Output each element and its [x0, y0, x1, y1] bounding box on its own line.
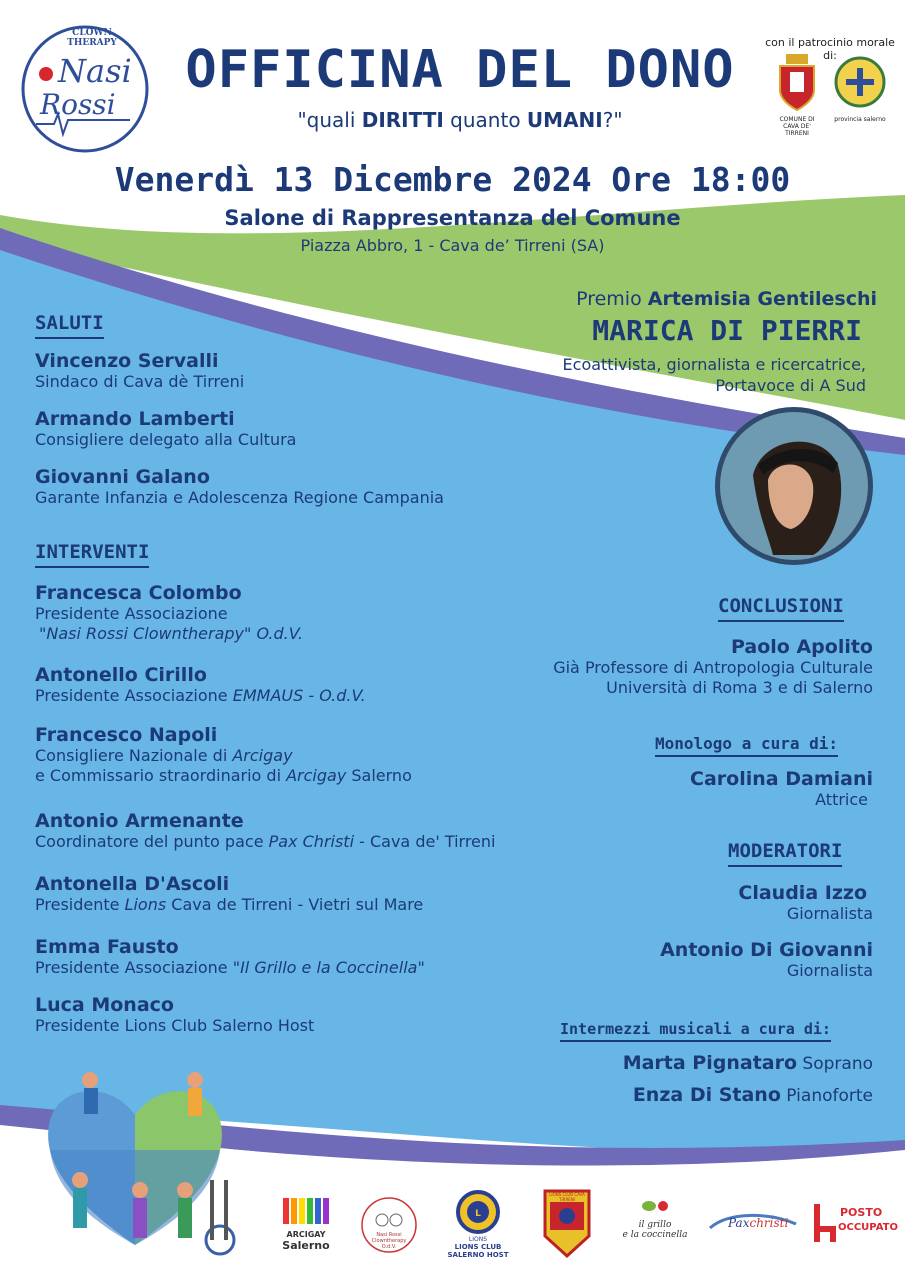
interventi-item	[35, 724, 555, 786]
sponsor-grillo	[616, 1196, 694, 1246]
patronage-label: con il patrocinio morale di:	[765, 36, 895, 62]
role-italic: Pax Christi	[268, 832, 355, 851]
person-name: Francesca Colombo	[35, 582, 242, 604]
person-role: Università di Roma 3 e di Salerno	[606, 678, 873, 697]
pax-christi-label	[728, 1216, 788, 1230]
person-name: Carolina Damiani	[690, 768, 873, 790]
nasi-rossi-name-1: Nasi	[58, 52, 132, 90]
moderatori-item	[560, 882, 873, 924]
patronage-caption-provincia: provincia salerno	[834, 116, 886, 123]
interventi-item	[35, 664, 555, 706]
award-title: Artemisia Gentileschi	[647, 288, 877, 310]
portrait-photo-icon	[713, 405, 875, 567]
monologo-item	[560, 768, 873, 810]
grillo-label-2: e la coccinella	[622, 1230, 688, 1240]
posto-label-2: OCCUPATO	[838, 1222, 898, 1233]
person-name: Emma Fausto	[35, 936, 179, 958]
role-text: Salerno	[346, 766, 412, 785]
person-role: Attrice	[815, 790, 868, 809]
posto-label-1: POSTO	[840, 1206, 883, 1219]
grillo-icon	[635, 1196, 675, 1216]
heart-puzzle-icon	[10, 1040, 260, 1260]
award-description	[500, 354, 866, 396]
person-name: Antonio Armenante	[35, 810, 244, 832]
pax-label: Pax	[728, 1216, 750, 1230]
event-address: Piazza Abbro, 1 - Cava de’ Tirreni (SA)	[300, 236, 605, 255]
person-role: Consigliere delegato alla Cultura	[35, 430, 297, 449]
musica-heading: Intermezzi musicali a cura di:	[560, 1020, 831, 1042]
event-venue: Salone di Rappresentanza del Comune	[224, 206, 681, 230]
person-role	[35, 686, 555, 706]
role-italic: EMMAUS - O.d.V.	[232, 686, 366, 705]
interventi-item	[35, 810, 575, 852]
sponsor-pax-christi	[708, 1210, 798, 1240]
musica-item	[520, 1052, 873, 1074]
person-name: Marta Pignataro	[622, 1052, 798, 1074]
posto-occupato-chair-icon	[806, 1200, 842, 1244]
role-text: e Commissario straordinario di	[35, 766, 287, 785]
subtitle-bold-2: UMANI	[526, 108, 603, 132]
interventi-heading: INTERVENTI	[35, 541, 149, 568]
interventi-item	[35, 873, 555, 915]
svg-text:L: L	[475, 1209, 481, 1219]
award-winner: MARICA DI PIERRI	[592, 314, 862, 347]
heart-puzzle-illustration	[10, 1040, 260, 1260]
interventi-item	[35, 936, 555, 978]
lions-label-1: LIONS CLUB	[454, 1243, 502, 1251]
person-role: Già Professore di Antropologia Culturale	[553, 658, 873, 677]
person-role	[35, 895, 555, 915]
saluti-item	[35, 408, 515, 450]
award-desc-line-1: Ecoattivista, giornalista e ricercatrice,	[562, 355, 866, 374]
arcigay-icon	[281, 1196, 331, 1226]
page-subtitle	[160, 108, 760, 132]
person-name: Luca Monaco	[35, 994, 174, 1016]
subtitle-mid: quanto	[443, 108, 527, 132]
person-role: Soprano	[797, 1054, 873, 1074]
subtitle-pre: "quali	[297, 108, 362, 132]
moderatori-item	[560, 939, 873, 981]
provincia-crest-icon	[832, 52, 888, 112]
role-italic: Arcigay	[286, 766, 347, 785]
person-name: Armando Lamberti	[35, 408, 235, 430]
award-heading	[500, 288, 877, 310]
person-role: Pianoforte	[780, 1086, 873, 1106]
musica-item	[520, 1084, 873, 1106]
lions-cava-caption: LIONS CLUB CAVA TIRRENI	[549, 1192, 585, 1202]
grillo-label-1: il grillo	[638, 1220, 672, 1230]
sponsor-arcigay	[276, 1196, 336, 1260]
person-name: Francesco Napoli	[35, 724, 218, 746]
role-italic: "Il Grillo e la Coccinella"	[232, 958, 425, 977]
role-text: Presidente	[35, 895, 125, 914]
person-name: Vincenzo Servalli	[35, 350, 219, 372]
saluti-list	[35, 350, 515, 508]
person-name: Enza Di Stano	[632, 1084, 781, 1106]
arcigay-label-1: ARCIGAY	[286, 1230, 326, 1239]
person-role: Presidente Lions Club Salerno Host	[35, 1016, 315, 1035]
sponsor-posto-occupato	[806, 1200, 896, 1250]
sponsor-lions-cava	[542, 1188, 594, 1260]
page-title: OFFICINA DEL DONO	[185, 40, 735, 100]
award-desc-line-2: Portavoce di A Sud	[715, 376, 866, 395]
patronage-caption-cava: COMUNE DI CAVA DE' TIRRENI	[779, 116, 815, 137]
sponsor-nasi-rossi	[360, 1196, 420, 1256]
sponsor-lions-salerno	[440, 1190, 516, 1260]
nasi-rossi-small-caption: Nasi Rossi Clowntherapy O.d.V.	[371, 1232, 407, 1250]
role-italic: Lions	[124, 895, 167, 914]
role-text: Coordinatore del punto pace	[35, 832, 269, 851]
person-name: Antonio Di Giovanni	[660, 939, 873, 961]
role-italic: Arcigay	[232, 746, 293, 765]
conclusioni-item	[480, 636, 873, 698]
person-role: Giornalista	[786, 961, 873, 980]
person-role-italic: "Nasi Rossi Clowntherapy" O.d.V.	[39, 624, 303, 643]
person-role	[35, 746, 555, 766]
nasi-rossi-name-2: Rossi	[40, 88, 116, 121]
moderatori-heading: MODERATORI	[728, 840, 842, 867]
award-prefix: Premio	[576, 288, 648, 310]
patronage-logo-provincia	[832, 52, 888, 124]
role-text: Presidente Associazione	[35, 958, 233, 977]
conclusioni-heading: CONCLUSIONI	[718, 595, 844, 622]
cava-crest-icon	[772, 52, 822, 112]
saluti-heading: SALUTI	[35, 312, 104, 339]
arcigay-label-2: Salerno	[282, 1239, 330, 1252]
christi-label: christi	[749, 1216, 789, 1230]
person-role	[35, 832, 575, 852]
lions-label-2: SALERNO HOST	[447, 1251, 509, 1259]
patronage-logo-cava	[772, 52, 822, 137]
person-role: Sindaco di Cava dè Tirreni	[35, 372, 245, 391]
person-role: Presidente Associazione	[35, 604, 228, 623]
interventi-item	[35, 582, 555, 644]
lions-icon	[456, 1190, 500, 1234]
subtitle-bold-1: DIRITTI	[361, 108, 444, 132]
person-role	[35, 958, 555, 978]
role-text: - Cava de' Tirreni	[354, 832, 496, 851]
person-name: Antonello Cirillo	[35, 664, 207, 686]
person-name: Claudia Izzo	[738, 882, 867, 904]
saluti-item	[35, 466, 515, 508]
role-text: Presidente Associazione	[35, 686, 233, 705]
person-name: Antonella D'Ascoli	[35, 873, 230, 895]
person-role: Garante Infanzia e Adolescenza Regione Campania	[35, 488, 444, 507]
event-datetime: Venerdì 13 Dicembre 2024 Ore 18:00	[114, 160, 791, 199]
person-name: Giovanni Galano	[35, 466, 210, 488]
person-name: Paolo Apolito	[731, 636, 873, 658]
person-role: Giornalista	[786, 904, 873, 923]
subtitle-post: ?"	[602, 108, 623, 132]
winner-portrait	[713, 405, 875, 567]
lions-ring-text: LIONS	[468, 1236, 488, 1243]
monologo-heading: Monologo a cura di:	[655, 734, 838, 757]
nasi-rossi-logo	[18, 22, 152, 156]
role-text: Consigliere Nazionale di	[35, 746, 233, 765]
nasi-rossi-ring-text: CLOWN THERAPY	[67, 28, 117, 48]
saluti-item	[35, 350, 515, 392]
person-role	[35, 766, 555, 786]
interventi-item	[35, 994, 555, 1036]
role-text: Cava de Tirreni - Vietri sul Mare	[166, 895, 424, 914]
